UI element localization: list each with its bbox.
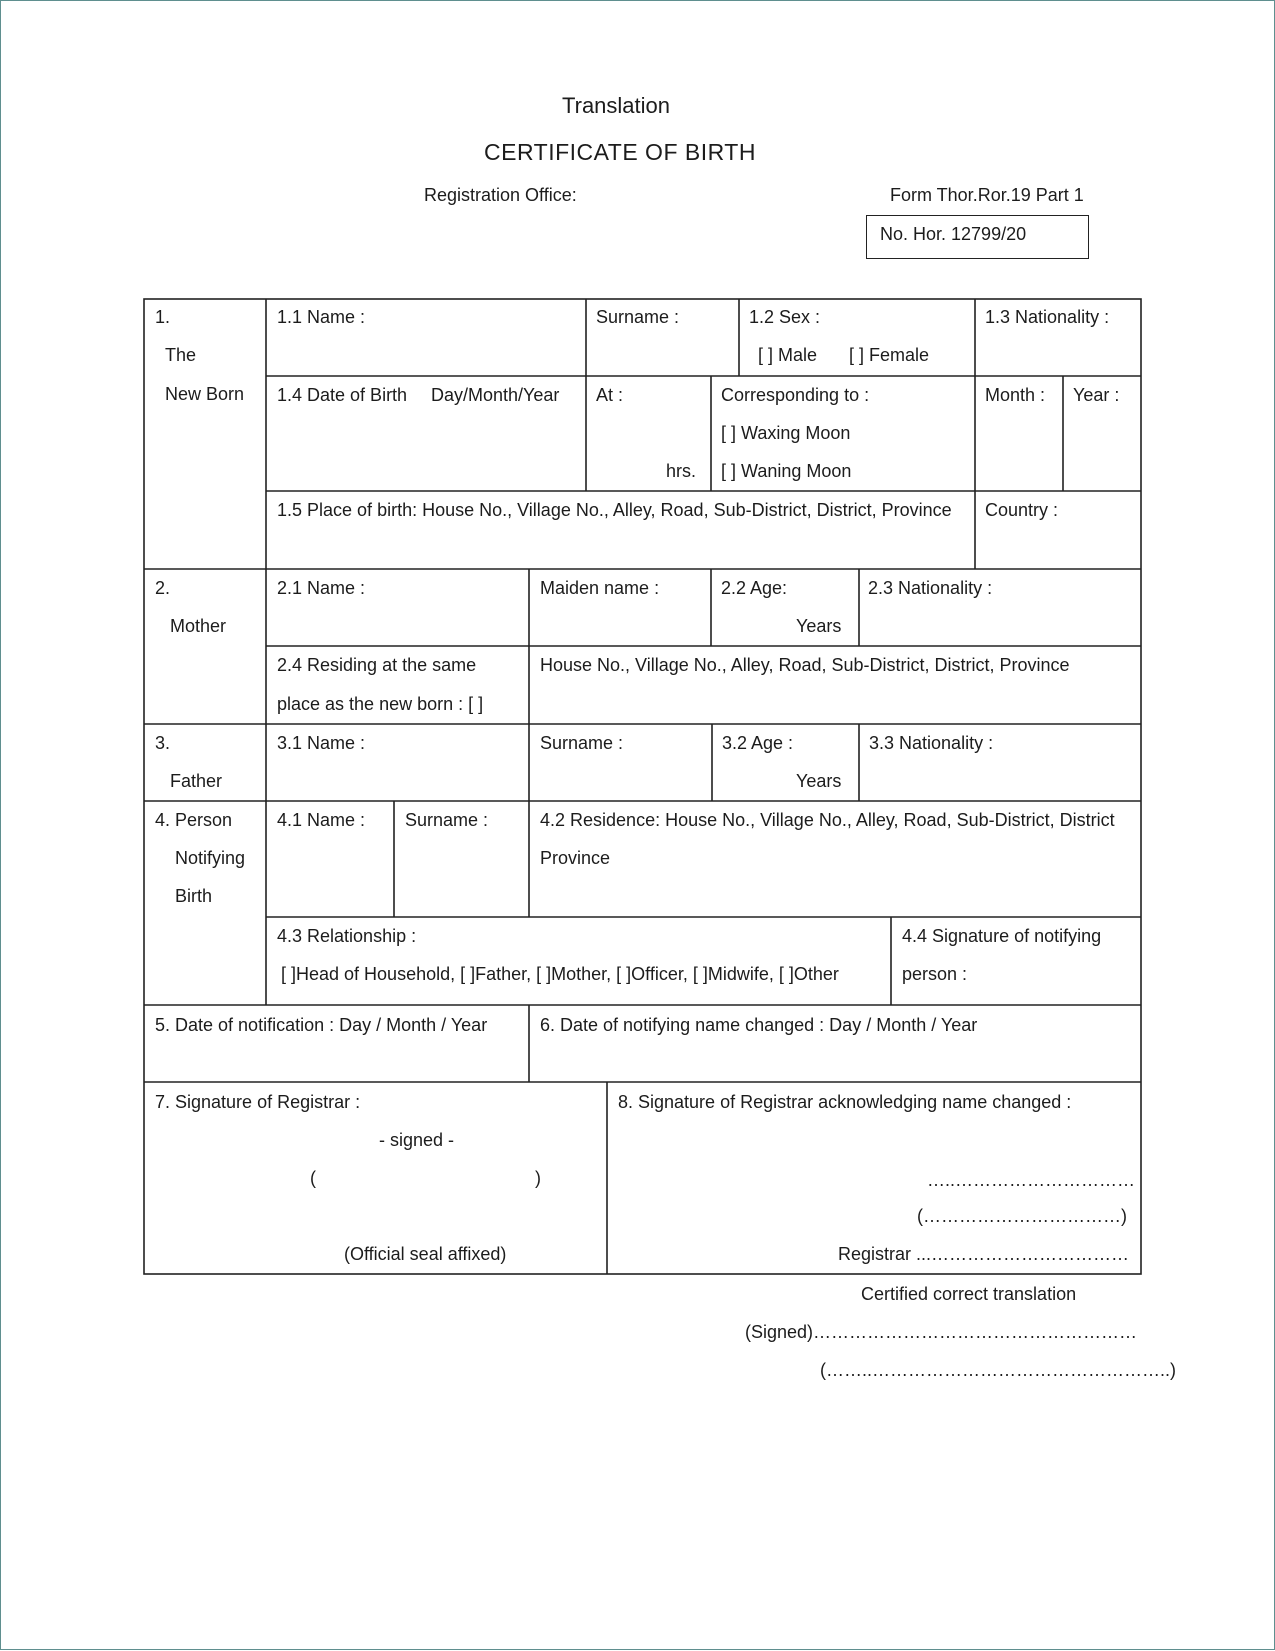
notifier-name-field[interactable]: 4.1 Name : <box>277 810 366 830</box>
father-age-field[interactable]: 3.2 Age : <box>722 733 794 753</box>
official-seal-note: (Official seal affixed) <box>344 1244 507 1264</box>
section2-label-mother: Mother <box>170 616 227 636</box>
translation-label: Translation <box>562 93 671 118</box>
notifier-residence-province: Province <box>540 848 611 868</box>
birth-time-field[interactable]: At : <box>596 385 624 405</box>
name-change-registrar-name-line[interactable]: (……………………………) <box>917 1206 1127 1226</box>
relationship-label: 4.3 Relationship : <box>277 926 417 946</box>
father-age-years-label: Years <box>796 771 842 791</box>
newborn-sex-label: 1.2 Sex : <box>749 307 821 327</box>
name-change-registrar-label: 8. Signature of Registrar acknowledging name changed : <box>618 1092 1072 1112</box>
date-of-birth-format: Day/Month/Year <box>431 385 560 405</box>
relationship-checkboxes[interactable]: [ ]Head of Household, [ ]Father, [ ]Mother, [ ]Officer, [ ]Midwife, [ ]Other <box>281 964 839 984</box>
mother-name-field[interactable]: 2.1 Name : <box>277 578 366 598</box>
newborn-nationality-field[interactable]: 1.3 Nationality : <box>985 307 1110 327</box>
newborn-surname-field[interactable]: Surname : <box>596 307 680 327</box>
waning-moon-checkbox[interactable]: [ ] Waning Moon <box>721 461 852 481</box>
country-field[interactable]: Country : <box>985 500 1059 520</box>
section4-label-birth: Birth <box>175 886 213 906</box>
registrar-signature-label: 7. Signature of Registrar : <box>155 1092 361 1112</box>
sex-male-checkbox[interactable]: [ ] Male <box>758 345 818 365</box>
lunar-month-field[interactable]: Month : <box>985 385 1046 405</box>
sex-female-checkbox[interactable]: [ ] Female <box>849 345 930 365</box>
mother-age-years-label: Years <box>796 616 842 636</box>
mother-address-field[interactable]: House No., Village No., Alley, Road, Sub-District, District, Province <box>540 655 1070 675</box>
section4-label-person: 4. Person <box>155 810 233 830</box>
registrar-name-paren-open: ( <box>310 1168 316 1188</box>
notifier-surname-field[interactable]: Surname : <box>405 810 489 830</box>
place-of-birth-field[interactable]: 1.5 Place of birth: House No., Village No., Alley, Road, Sub-District, District, Province <box>277 500 952 520</box>
newborn-name-field[interactable]: 1.1 Name : <box>277 307 366 327</box>
notifier-residence-field[interactable]: 4.2 Residence: House No., Village No., Alley, Road, Sub-District, District <box>540 810 1115 830</box>
name-change-date-field[interactable]: 6. Date of notifying name changed : Day / Month / Year <box>540 1015 978 1035</box>
form-number-label: Form Thor.Ror.19 Part 1 <box>890 185 1084 205</box>
mother-residing-checkbox[interactable]: place as the new born : [ ] <box>277 694 484 714</box>
notification-date-field[interactable]: 5. Date of notification : Day / Month / Year <box>155 1015 488 1035</box>
birth-time-hrs-label: hrs. <box>666 461 697 481</box>
section1-label-the: The <box>165 345 197 365</box>
mother-nationality-field[interactable]: 2.3 Nationality : <box>868 578 993 598</box>
lunar-year-field[interactable]: Year : <box>1073 385 1120 405</box>
date-of-birth-label: 1.4 Date of Birth <box>277 385 408 405</box>
section1-number: 1. <box>155 307 171 327</box>
notifier-signature-label: 4.4 Signature of notifying <box>902 926 1102 946</box>
notifier-signature-field[interactable]: person : <box>902 964 968 984</box>
section3-label-father: Father <box>170 771 223 791</box>
certificate-title: CERTIFICATE OF BIRTH <box>484 139 756 165</box>
section3-number: 3. <box>155 733 171 753</box>
registration-office-label: Registration Office: <box>424 185 577 205</box>
translator-name-line[interactable]: (……..…………………………………………..) <box>820 1360 1176 1380</box>
section1-label-newborn: New Born <box>165 384 245 404</box>
father-nationality-field[interactable]: 3.3 Nationality : <box>869 733 994 753</box>
registration-number: No. Hor. 12799/20 <box>880 224 1027 244</box>
waxing-moon-checkbox[interactable]: [ ] Waxing Moon <box>721 423 851 443</box>
section2-number: 2. <box>155 578 171 598</box>
mother-age-field[interactable]: 2.2 Age: <box>721 578 788 598</box>
mother-residing-label-line1: 2.4 Residing at the same <box>277 655 477 675</box>
mother-maiden-name-field[interactable]: Maiden name : <box>540 578 660 598</box>
corresponding-label: Corresponding to : <box>721 385 870 405</box>
name-change-registrar-title-line[interactable]: Registrar ...…………………………… <box>838 1244 1130 1264</box>
section4-label-notifying: Notifying <box>175 848 246 868</box>
name-change-signature-line[interactable]: …..………………………… <box>927 1170 1136 1190</box>
certified-translation-label: Certified correct translation <box>861 1284 1077 1304</box>
father-surname-field[interactable]: Surname : <box>540 733 624 753</box>
registrar-signed-text: - signed - <box>379 1130 455 1150</box>
father-name-field[interactable]: 3.1 Name : <box>277 733 366 753</box>
registrar-name-paren-close: ) <box>535 1168 541 1188</box>
translator-signature-line[interactable]: (Signed)……………………………………………… <box>745 1322 1138 1342</box>
